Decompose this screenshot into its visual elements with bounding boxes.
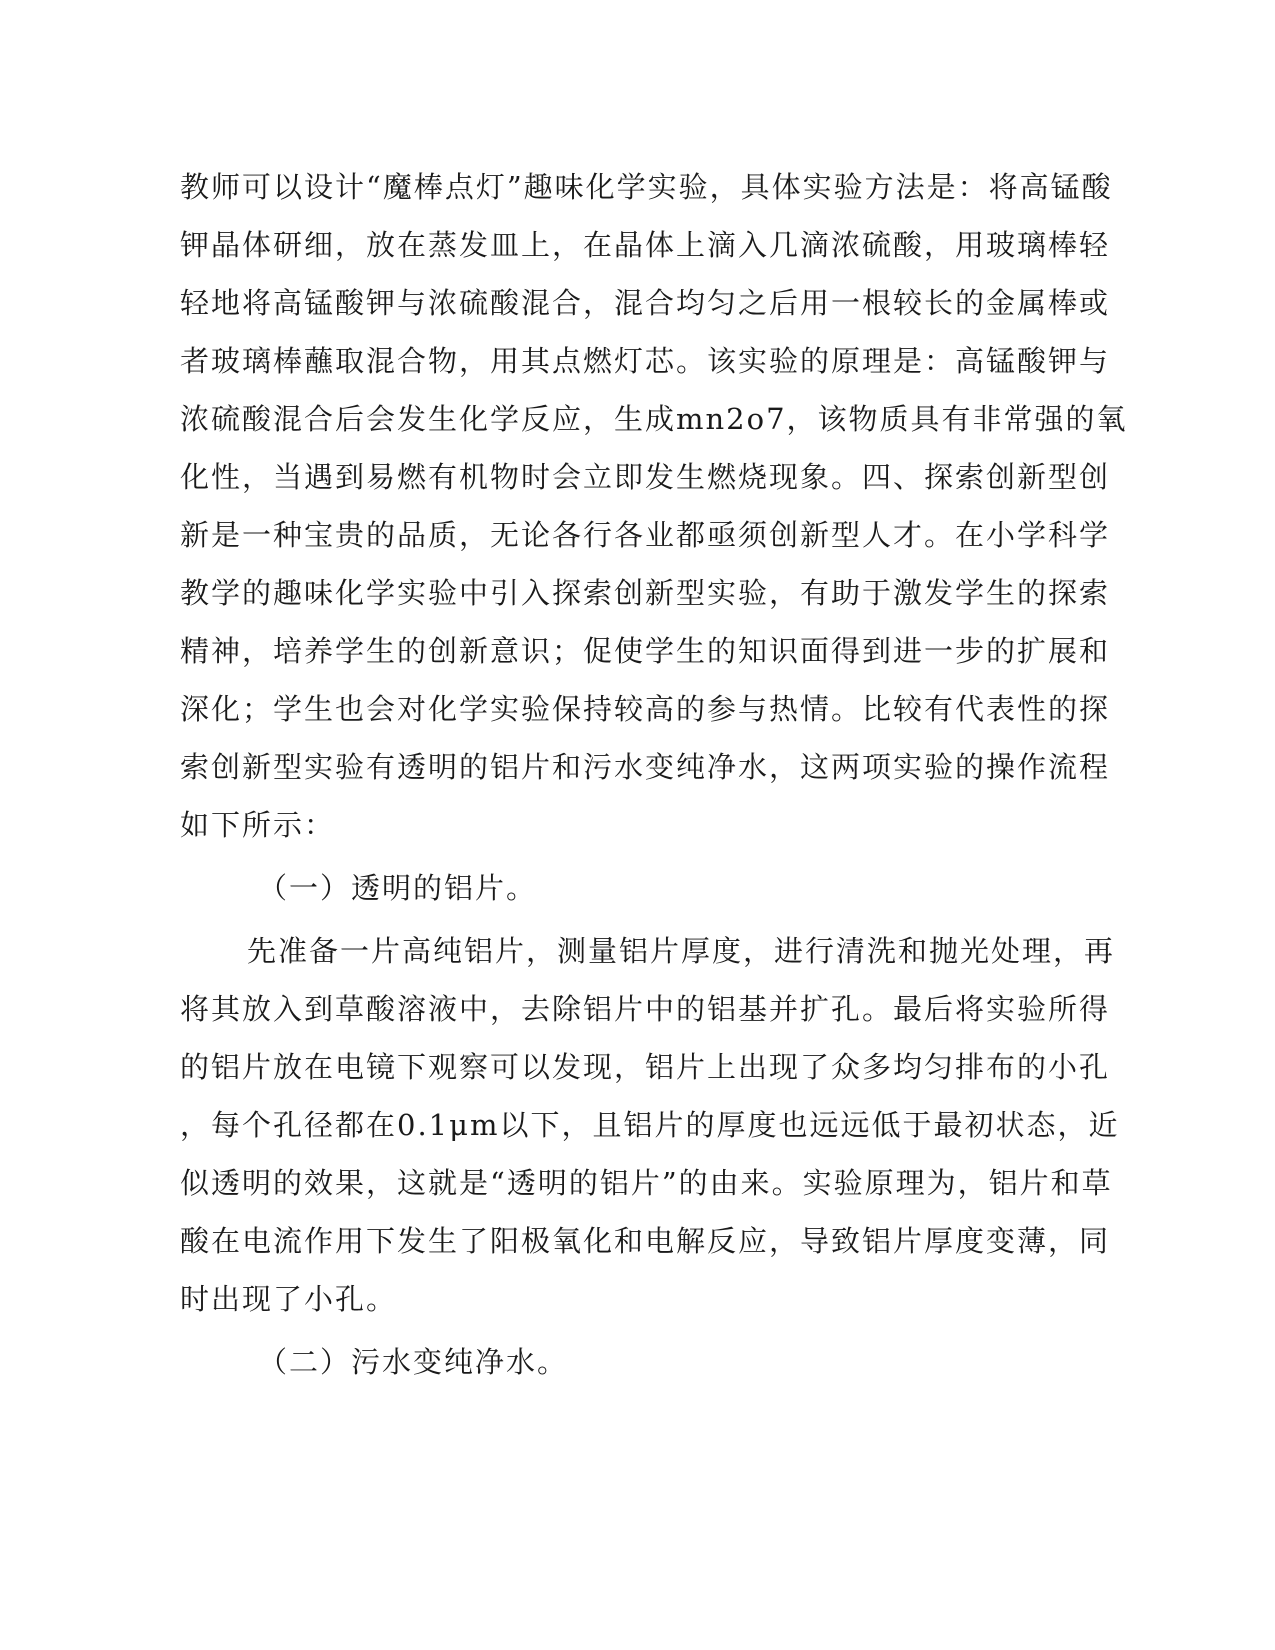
text-line-3: 轻地将高锰酸钾与浓硫酸混合，混合均匀之后用一根较长的金属棒或 — [180, 286, 1111, 320]
text-line-5: 浓硫酸混合后会发生化学反应，生成mn2o7，该物质具有非常强的氧 — [180, 402, 1128, 436]
text-line-14: 先准备一片高纯铝片，测量铝片厚度，进行清洗和抛光处理，再 — [247, 934, 1116, 968]
text-line-2: 钾晶体研细，放在蒸发皿上，在晶体上滴入几滴浓硫酸，用玻璃棒轻 — [180, 228, 1111, 262]
text-line-16: 的铝片放在电镜下观察可以发现，铝片上出现了众多均匀排布的小孔 — [180, 1050, 1111, 1084]
text-line-15: 将其放入到草酸溶液中，去除铝片中的铝基并扩孔。最后将实验所得 — [180, 992, 1111, 1026]
text-line-6: 化性，当遇到易燃有机物时会立即发生燃烧现象。四、探索创新型创 — [180, 460, 1111, 494]
text-line-4: 者玻璃棒蘸取混合物，用其点燃灯芯。该实验的原理是：高锰酸钾与 — [180, 344, 1111, 378]
text-line-11: 索创新型实验有透明的铝片和污水变纯净水，这两项实验的操作流程 — [180, 750, 1111, 784]
text-line-12: 如下所示： — [180, 808, 336, 842]
text-line-10: 深化；学生也会对化学实验保持较高的参与热情。比较有代表性的探 — [180, 692, 1111, 726]
section-heading-1: （一）透明的铝片。 — [258, 871, 538, 905]
text-line-8: 教学的趣味化学实验中引入探索创新型实验，有助于激发学生的探索 — [180, 576, 1111, 610]
text-line-20: 时出现了小孔。 — [180, 1282, 398, 1316]
text-line-17: ，每个孔径都在0.1μm以下，且铝片的厚度也远远低于最初状态，近 — [180, 1108, 1120, 1142]
text-line-1: 教师可以设计“魔棒点灯”趣味化学实验，具体实验方法是：将高锰酸 — [180, 170, 1113, 204]
text-line-18: 似透明的效果，这就是“透明的铝片”的由来。实验原理为，铝片和草 — [180, 1166, 1113, 1200]
text-line-19: 酸在电流作用下发生了阳极氧化和电解反应，导致铝片厚度变薄，同 — [180, 1224, 1111, 1258]
text-line-9: 精神，培养学生的创新意识；促使学生的知识面得到进一步的扩展和 — [180, 634, 1111, 668]
section-heading-2: （二）污水变纯净水。 — [258, 1345, 569, 1379]
text-line-7: 新是一种宝贵的品质，无论各行各业都亟须创新型人才。在小学科学 — [180, 518, 1111, 552]
